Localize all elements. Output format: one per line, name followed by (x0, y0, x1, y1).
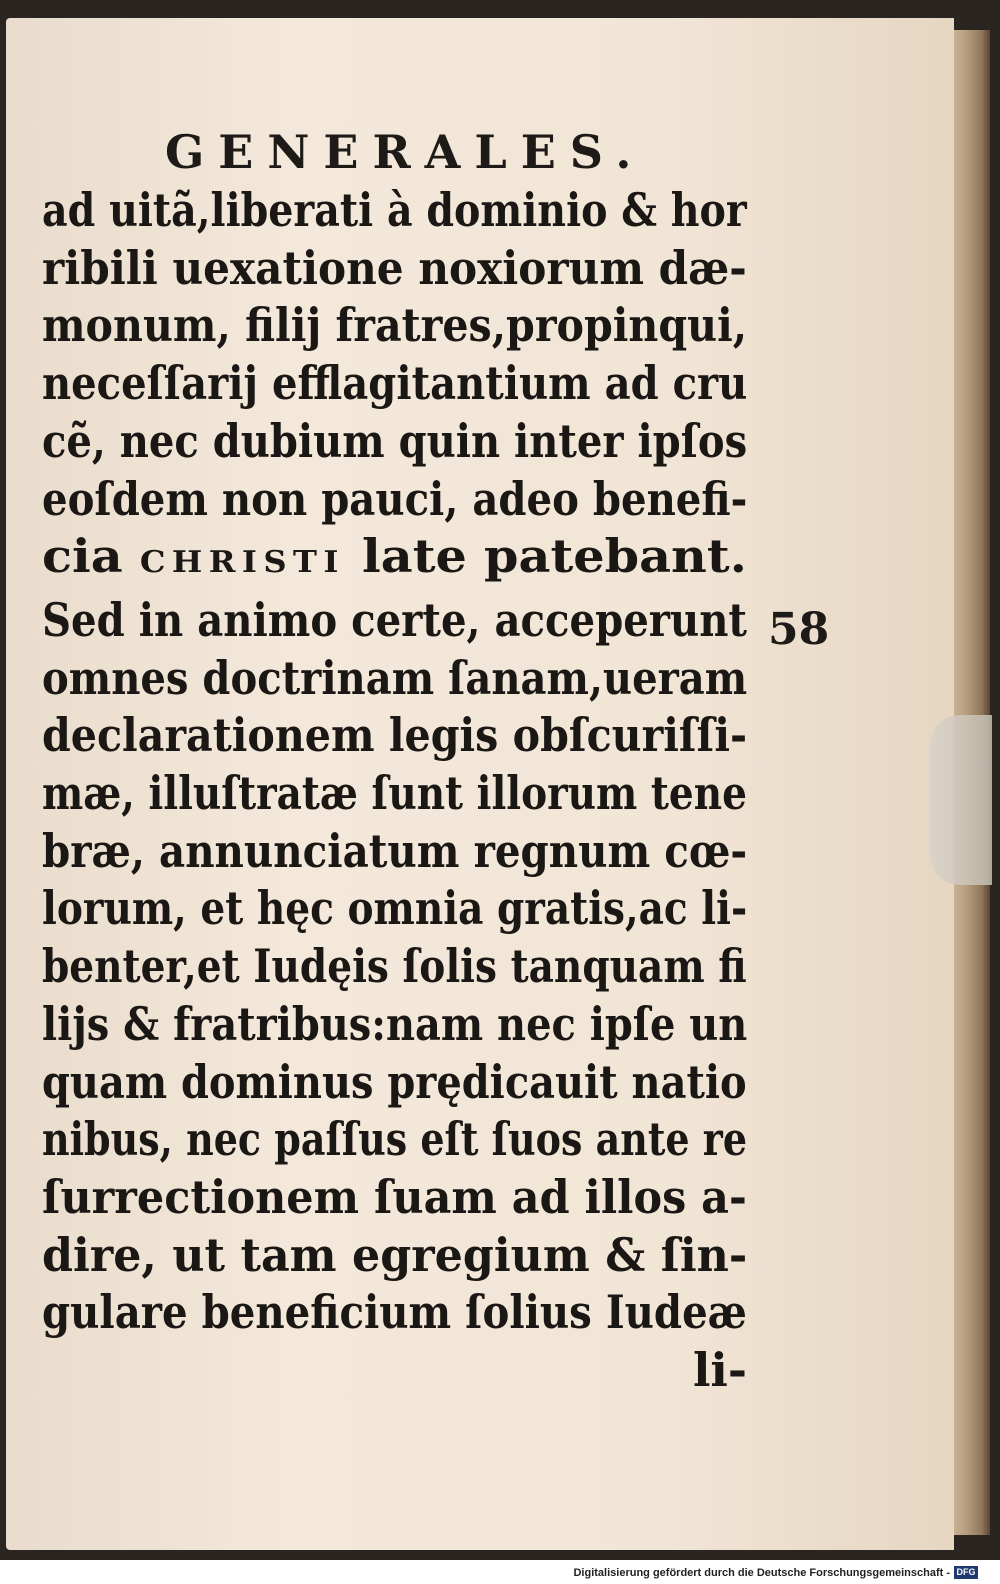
text-line: declarationem legis obſcuriſſi- (42, 708, 748, 763)
running-header: GENERALES. (165, 125, 646, 179)
christi-smallcaps: CHRISTI (139, 545, 345, 581)
text-line: nibus, nec paſſus eſt ſuos ante re (42, 1112, 748, 1167)
text-line: Sed in animo certe, acceperunt (42, 592, 748, 647)
text-line (42, 528, 808, 592)
body-text (42, 182, 757, 1400)
text-line: cẽ, nec dubium quin inter ipſos (42, 413, 748, 468)
margin-page-number: 58 (768, 604, 830, 655)
text-line: eoſdem non pauci, adeo benefi- (42, 471, 748, 526)
text-line: neceſſarij efflagitantium ad cru (42, 356, 748, 411)
dfg-logo: DFG (954, 1566, 978, 1579)
text-line: gulare beneficium ſolius Iudeæ (42, 1285, 747, 1340)
catchword: li- (692, 1343, 747, 1398)
text-line: omnes doctrinam ſanam,ueram (42, 650, 748, 705)
text-line: dire, ut tam egregium & ſin- (42, 1227, 748, 1282)
text-line: quam dominus prędicauit natio (42, 1054, 747, 1109)
text-line: ribili uexatione noxiorum dæ- (42, 240, 747, 295)
text-line: monum, filij fratres,propinqui, (42, 298, 748, 353)
text-line: ſurrectionem ſuam ad illos a- (42, 1169, 747, 1224)
page-tab-marker (930, 715, 992, 885)
text-line: mæ, illuſtratæ ſunt illorum tene (42, 766, 747, 821)
text-line: benter,et Iudęis ſolis tanquam fi (42, 939, 747, 994)
text-fragment: cia (42, 529, 140, 584)
text-line: lorum, et hęc omnia gratis,ac li- (42, 881, 748, 936)
text-line: ad uitã,liberati à dominio & hor (42, 183, 747, 237)
text-fragment: late patebant. (344, 529, 747, 584)
footer-credit: Digitalisierung gefördert durch die Deutsche Forschungsgemeinschaft - (573, 1567, 950, 1579)
text-line: bræ, annunciatum regnum cœ- (42, 823, 748, 878)
text-line: lijs & fratribus:nam nec ipſe un (42, 996, 748, 1051)
